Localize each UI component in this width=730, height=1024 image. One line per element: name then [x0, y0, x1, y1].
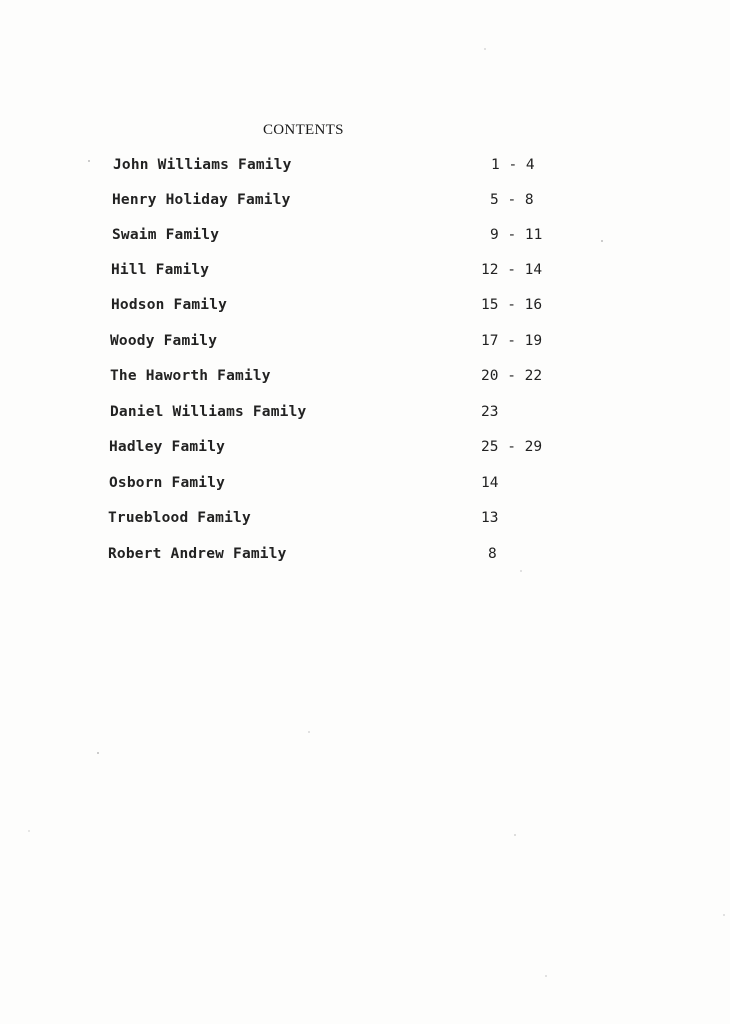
- scan-speck: [601, 240, 603, 242]
- scan-speck: [520, 570, 522, 572]
- toc-entry-name: Swaim Family: [112, 227, 220, 243]
- toc-entry-pages: 17 - 19: [481, 333, 543, 349]
- toc-entry-name: Robert Andrew Family: [108, 546, 287, 562]
- scan-speck: [28, 830, 30, 832]
- toc-entry-pages: 9 - 11: [490, 227, 543, 243]
- toc-entry-name: Hadley Family: [109, 439, 226, 455]
- toc-entry-name: Henry Holiday Family: [112, 192, 291, 208]
- toc-entry-name: Daniel Williams Family: [110, 404, 307, 420]
- toc-entry-pages: 23: [481, 404, 499, 420]
- toc-entry-pages: 15 - 16: [481, 297, 543, 313]
- toc-entry-pages: 8: [488, 546, 497, 562]
- toc-entry: [0, 157, 730, 177]
- toc-entry-name: Woody Family: [110, 333, 218, 349]
- toc-entry-name: Hill Family: [111, 262, 210, 278]
- toc-entry-name: Trueblood Family: [108, 510, 251, 526]
- toc-entry-pages: 1 - 4: [491, 157, 535, 173]
- scan-speck: [514, 834, 516, 836]
- toc-entry-pages: 5 - 8: [490, 192, 534, 208]
- toc-entry-name: Hodson Family: [111, 297, 228, 313]
- toc-entry: [0, 510, 730, 530]
- scan-speck: [97, 752, 99, 754]
- toc-entry: [0, 333, 730, 353]
- toc-entry: [0, 368, 730, 388]
- toc-entry: [0, 404, 730, 424]
- toc-entry-name: Osborn Family: [109, 475, 226, 491]
- scan-speck: [484, 48, 486, 50]
- toc-entry: [0, 262, 730, 282]
- toc-entry-name: The Haworth Family: [110, 368, 271, 384]
- scan-speck: [545, 975, 547, 977]
- toc-entry: [0, 192, 730, 212]
- toc-entry: [0, 297, 730, 317]
- toc-entry: [0, 227, 730, 247]
- toc-entry-name: John Williams Family: [113, 157, 292, 173]
- toc-entry-pages: 12 - 14: [481, 262, 543, 278]
- toc-entry-pages: 20 - 22: [481, 368, 543, 384]
- toc-entry: [0, 546, 730, 566]
- scan-speck: [88, 160, 90, 162]
- toc-entry-pages: 14: [481, 475, 499, 491]
- toc-entry: [0, 439, 730, 459]
- toc-entry-pages: 13: [481, 510, 499, 526]
- scan-speck: [723, 914, 725, 916]
- toc-entry: [0, 475, 730, 495]
- toc-entry-pages: 25 - 29: [481, 439, 543, 455]
- contents-heading: CONTENTS: [263, 122, 344, 138]
- scan-speck: [308, 731, 310, 733]
